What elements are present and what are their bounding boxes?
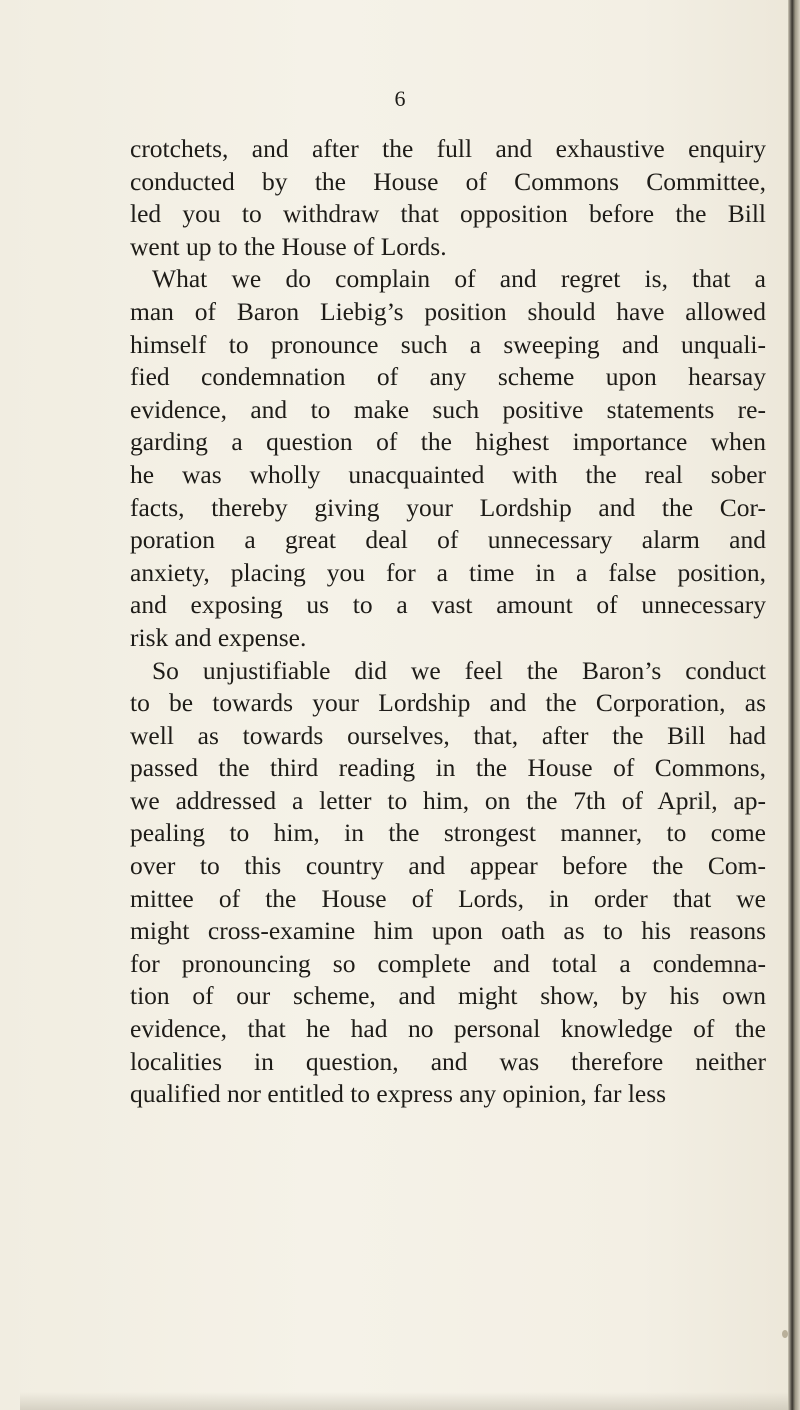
- text-line: poration a great deal of unnecessary alarm and: [130, 525, 766, 555]
- text-line: over to this country and appear before the Com-: [130, 851, 766, 881]
- page-bottom-shadow: [20, 1392, 788, 1410]
- text-line: well as towards ourselves, that, after the Bill had: [130, 720, 766, 750]
- text-line: evidence, and to make such positive statements re-: [130, 394, 766, 424]
- text-line: pealing to him, in the strongest manner, to come: [130, 818, 766, 848]
- book-spine-edge: [788, 0, 800, 1410]
- text-line: fied condemnation of any scheme upon hearsay: [130, 362, 766, 392]
- text-line: he was wholly unacquainted with the real sober: [130, 459, 766, 489]
- text-line: garding a question of the highest importance when: [130, 427, 766, 457]
- text-line: led you to withdraw that opposition before the Bill: [130, 199, 766, 229]
- text-line: and exposing us to a vast amount of unnecessary: [130, 590, 766, 620]
- text-line: might cross-examine him upon oath as to his reasons: [130, 916, 766, 946]
- text-line: risk and expense.: [130, 622, 307, 652]
- page-number: 6: [394, 86, 406, 111]
- text-line: tion of our scheme, and might show, by his own: [130, 981, 766, 1011]
- text-line: So unjustifiable did we feel the Baron’s conduct: [152, 655, 766, 685]
- text-line: to be towards your Lordship and the Corporation, as: [130, 688, 766, 718]
- text-line: for pronouncing so complete and total a condemna-: [130, 948, 766, 978]
- text-line: himself to pronounce such a sweeping and unquali-: [130, 329, 766, 359]
- text-line: anxiety, placing you for a time in a false position,: [130, 557, 766, 587]
- text-line: went up to the House of Lords.: [130, 231, 447, 261]
- text-line: crotchets, and after the full and exhaustive enquiry: [130, 134, 766, 163]
- text-line: passed the third reading in the House of Commons,: [130, 753, 766, 783]
- text-line: localities in question, and was therefore neither: [130, 1046, 766, 1076]
- text-line: What we do complain of and regret is, that a: [152, 264, 766, 294]
- text-line: mittee of the House of Lords, in order that we: [130, 883, 766, 913]
- text-line: evidence, that he had no personal knowledge of the: [130, 1014, 766, 1044]
- body-text: [130, 133, 766, 1111]
- text-line: facts, thereby giving your Lordship and the Cor-: [130, 492, 766, 522]
- text-line: we addressed a letter to him, on the 7th of April, ap-: [130, 785, 766, 815]
- text-line: qualified nor entitled to express any opinion, far less: [130, 1079, 667, 1109]
- text-line: man of Baron Liebig’s position should have allowed: [130, 296, 766, 326]
- text-line: conducted by the House of Commons Committee,: [130, 166, 766, 196]
